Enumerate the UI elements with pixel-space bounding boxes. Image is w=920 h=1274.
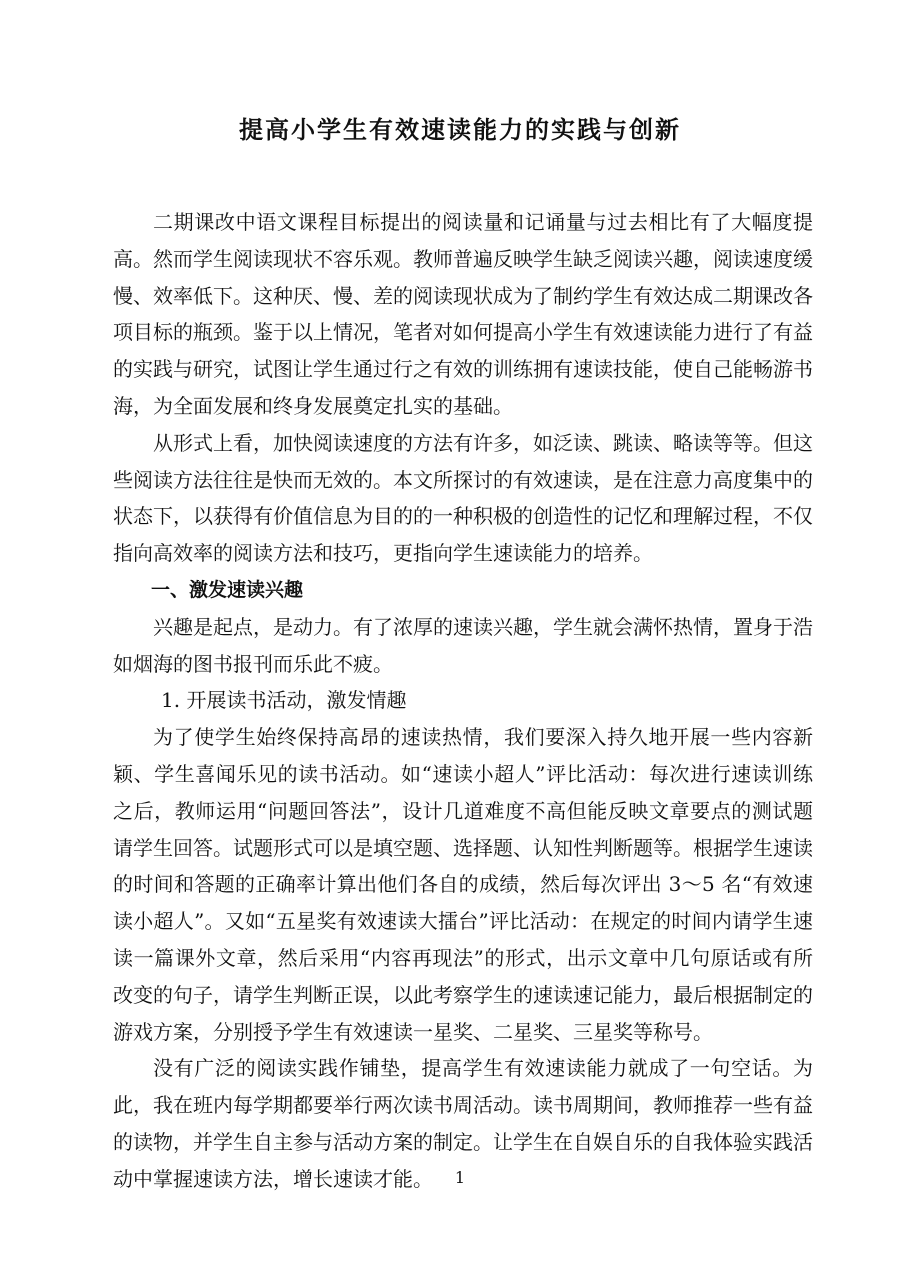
paragraph-practice: 没有广泛的阅读实践作铺垫，提高学生有效速读能力就成了一句空话。为此，我在班内每学期都要举行两次读书周活动。读书周期间，教师推荐一些有益的读物，并学生自主参与活动方案的制定。让学生在自娱自乐的自我体验实践活动中掌握速读方法，增长速读才能。: [113, 1056, 813, 1191]
paragraph-definition: 从形式上看，加快阅读速度的方法有许多，如泛读、跳读、略读等等。但这些阅读方法往往是快而无效的。本文所探讨的有效速读，是在注意力高度集中的状态下，以获得有价值信息为目的的一种积极的创造性的记忆和理解过程，不仅指向高效率的阅读方法和技巧，更指向学生速读能力的培养。: [113, 430, 813, 566]
sub-heading: 1. 开展读书活动，激发情趣: [161, 688, 407, 713]
paragraph-interest: 兴趣是起点，是动力。有了浓厚的速读兴趣，学生就会满怀热情，置身于浩如烟海的图书报刊而乐此不疲。: [113, 614, 813, 676]
document-title: 提高小学生有效速读能力的实践与创新: [239, 115, 681, 144]
paragraph-activities: 为了使学生始终保持高昂的速读热情，我们要深入持久地开展一些内容新颖、学生喜闻乐见的读书活动。如“速读小超人”评比活动：每次进行速读训练之后，教师运用“问题回答法”，设计几道难度不高但能反映文章要点的测试题请学生回答。试题形式可以是填空题、选择题、认知性判断题等。根据学生速读的时间和答题的正确率计算出他们各自的成绩，然后每次评出 3～5 名“有效速读小超人”。又如“五星奖有效速读大擂台”评比活动：在规定的时间内请学生速读一篇课外文章，然后采用“内容再现法”的形式，出示文章中几句原话或有所改变的句子，请学生判断正误，以此考察学生的速读速记能力，最后根据制定的游戏方案，分别授予学生有效速读一星奖、二星奖、三星奖等称号。: [113, 725, 813, 1044]
paragraph-intro: 二期课改中语文课程目标提出的阅读量和记诵量与过去相比有了大幅度提高。然而学生阅读现状不容乐观。教师普遍反映学生缺乏阅读兴趣，阅读速度缓慢、效率低下。这种厌、慢、差的阅读现状成为了制约学生有效达成二期课改各项目标的瓶颈。鉴于以上情况，笔者对如何提高小学生有效速读能力进行了有益的实践与研究，试图让学生通过行之有效的训练拥有速读技能，使自己能畅游书海，为全面发展和终身发展奠定扎实的基础。: [113, 210, 813, 418]
section-heading: 一、激发速读兴趣: [151, 578, 304, 601]
page-number: 1: [454, 1168, 466, 1187]
document-body: [113, 204, 813, 1198]
